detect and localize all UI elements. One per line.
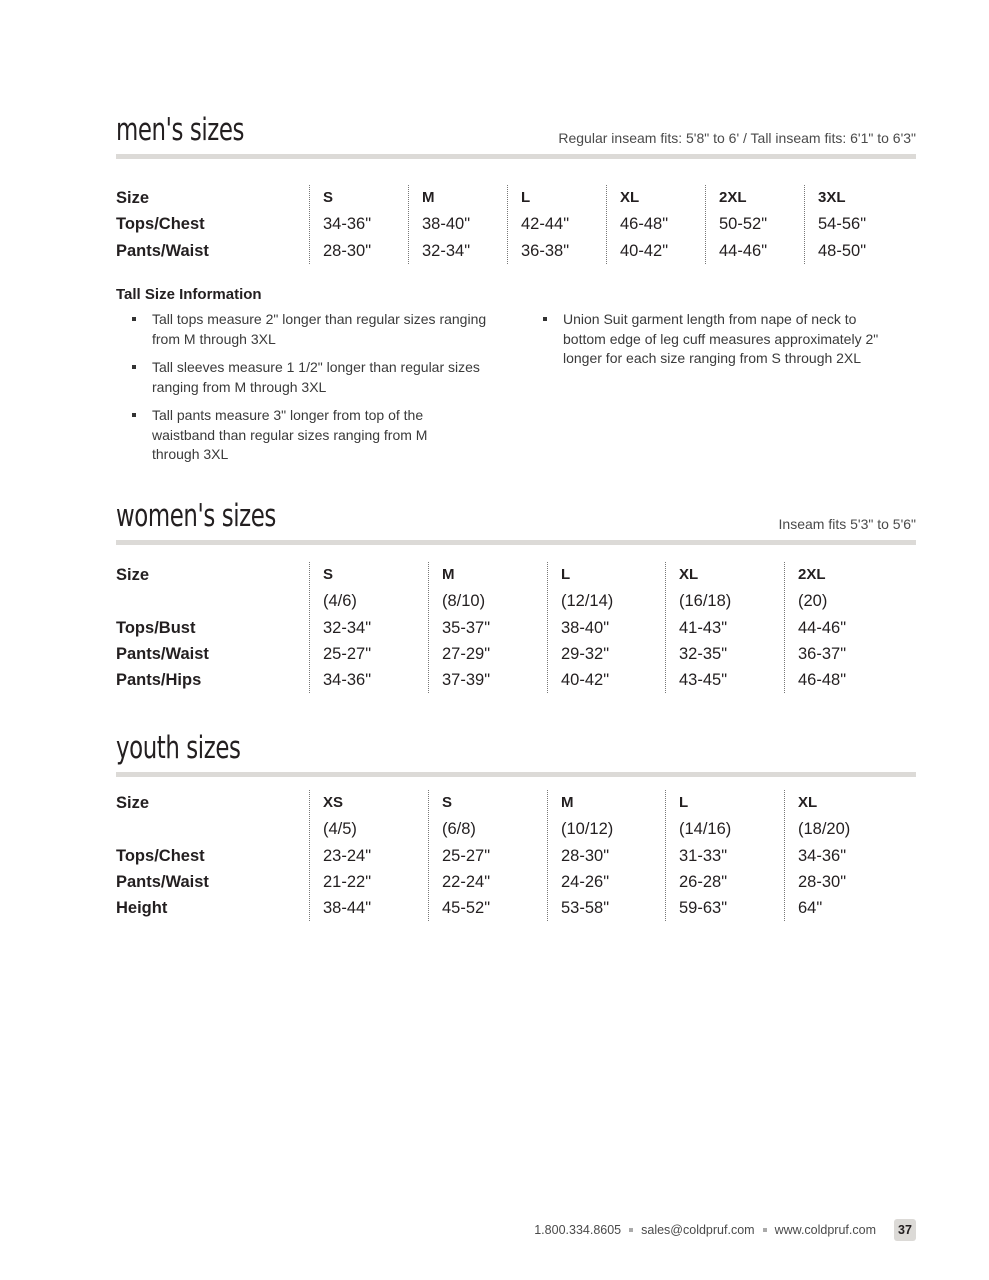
separator-square-icon xyxy=(629,1228,633,1232)
numeric-size: (10/12) xyxy=(561,820,614,839)
row-label-tops-chest: Tops/Chest xyxy=(116,215,205,234)
row-label-height: Height xyxy=(116,899,168,918)
womens-size-table xyxy=(116,562,916,694)
mens-sizes-title: men's sizes xyxy=(116,112,245,148)
waist-value: 32-35" xyxy=(679,644,728,663)
row-label-size: Size xyxy=(116,189,150,207)
size-header: XL xyxy=(798,794,818,811)
section-divider xyxy=(116,540,916,545)
row-label-tops-chest: Tops/Chest xyxy=(116,846,205,865)
height-value: 45-52" xyxy=(442,899,491,918)
waist-value: 27-29" xyxy=(442,644,491,663)
waist-value: 44-46" xyxy=(719,241,768,260)
chest-value: 34-36" xyxy=(323,215,372,234)
size-header: M xyxy=(442,566,455,583)
mens-col-2xl xyxy=(705,185,767,264)
womens-col-xl xyxy=(665,562,731,693)
row-label-size: Size xyxy=(116,566,150,584)
youth-col-xl xyxy=(784,790,850,921)
hips-value: 34-36" xyxy=(323,671,372,690)
chest-value: 25-27" xyxy=(442,846,491,865)
footer-phone[interactable]: 1.800.334.8605 xyxy=(534,1223,622,1237)
numeric-size: (20) xyxy=(798,592,828,611)
youth-col-m xyxy=(547,790,613,921)
hips-value: 46-48" xyxy=(798,671,847,690)
bullet-square-icon xyxy=(132,413,136,417)
youth-col-s xyxy=(428,790,490,921)
row-label-pants-hips: Pants/Hips xyxy=(116,671,202,690)
size-header: L xyxy=(521,189,531,206)
size-header: S xyxy=(442,794,453,811)
size-header: XS xyxy=(323,794,344,811)
numeric-size: (6/8) xyxy=(442,820,476,839)
size-header: S xyxy=(323,566,334,583)
youth-sizes-section xyxy=(116,728,916,922)
numeric-size: (14/16) xyxy=(679,820,732,839)
bullet-square-icon xyxy=(132,365,136,369)
chest-value: 46-48" xyxy=(620,215,669,234)
youth-col-l xyxy=(665,790,731,921)
tall-bullet xyxy=(130,406,472,465)
numeric-size: (18/20) xyxy=(798,820,851,839)
womens-col-2xl xyxy=(784,562,846,693)
page-footer xyxy=(534,1217,916,1243)
mens-row-labels xyxy=(116,185,209,264)
bullet-square-icon xyxy=(543,317,547,321)
waist-value: 26-28" xyxy=(679,872,728,891)
mens-sizes-section xyxy=(116,110,916,265)
mens-col-m xyxy=(408,185,470,264)
waist-value: 36-37" xyxy=(798,644,847,663)
size-header: 2XL xyxy=(719,189,747,206)
waist-value: 24-26" xyxy=(561,872,610,891)
row-label-pants-waist: Pants/Waist xyxy=(116,872,209,891)
size-header: XL xyxy=(620,189,640,206)
tall-size-title: Tall Size Information xyxy=(116,286,262,303)
waist-value: 29-32" xyxy=(561,644,610,663)
womens-sizes-header xyxy=(116,496,916,540)
row-label-tops-bust: Tops/Bust xyxy=(116,618,196,637)
row-label-size: Size xyxy=(116,794,150,812)
bust-value: 32-34" xyxy=(323,618,372,637)
womens-col-s xyxy=(309,562,371,693)
chest-value: 31-33" xyxy=(679,846,728,865)
height-value: 59-63" xyxy=(679,899,728,918)
numeric-size: (4/5) xyxy=(323,820,357,839)
bust-value: 35-37" xyxy=(442,618,491,637)
youth-size-table xyxy=(116,790,916,922)
chest-value: 50-52" xyxy=(719,215,768,234)
mens-inseam-note: Regular inseam fits: 5'8" to 6' / Tall inseam fits: 6'1" to 6'3" xyxy=(558,130,916,146)
mens-sizes-header xyxy=(116,110,916,154)
numeric-size: (12/14) xyxy=(561,592,614,611)
section-divider xyxy=(116,772,916,777)
womens-row-labels xyxy=(116,562,209,693)
tall-size-information xyxy=(116,286,916,462)
womens-sizes-section xyxy=(116,496,916,694)
section-divider xyxy=(116,154,916,159)
height-value: 64" xyxy=(798,899,823,918)
tall-bullet xyxy=(130,310,490,349)
waist-value: 32-34" xyxy=(422,241,471,260)
mens-col-3xl xyxy=(804,185,866,264)
chest-value: 38-40" xyxy=(422,215,471,234)
bullet-text: Tall sleeves measure 1 1/2" longer than regular sizes ranging from M through 3XL xyxy=(152,359,480,395)
womens-sizes-title: women's sizes xyxy=(116,498,276,534)
height-value: 53-58" xyxy=(561,899,610,918)
womens-col-m xyxy=(428,562,490,693)
bullet-text: Union Suit garment length from nape of neck to bottom edge of leg cuff measures approximately 2" longer for each size ranging from S through 2XL xyxy=(563,311,879,366)
mens-col-l xyxy=(507,185,569,264)
chest-value: 28-30" xyxy=(561,846,610,865)
womens-col-l xyxy=(547,562,613,693)
waist-value: 28-30" xyxy=(323,241,372,260)
mens-col-s xyxy=(309,185,371,264)
waist-value: 25-27" xyxy=(323,644,372,663)
numeric-size: (16/18) xyxy=(679,592,732,611)
size-header: XL xyxy=(679,566,699,583)
hips-value: 43-45" xyxy=(679,671,728,690)
youth-row-labels xyxy=(116,790,209,921)
youth-sizes-header xyxy=(116,728,916,772)
size-header: 2XL xyxy=(798,566,826,583)
size-header: S xyxy=(323,189,334,206)
mens-col-xl xyxy=(606,185,668,264)
size-header: L xyxy=(679,794,689,811)
height-value: 38-44" xyxy=(323,899,372,918)
row-label-pants-waist: Pants/Waist xyxy=(116,644,209,663)
bullet-square-icon xyxy=(132,317,136,321)
separator-square-icon xyxy=(763,1228,767,1232)
mens-size-table xyxy=(116,185,916,265)
size-header: L xyxy=(561,566,571,583)
chest-value: 54-56" xyxy=(818,215,867,234)
hips-value: 37-39" xyxy=(442,671,491,690)
footer-email[interactable]: sales@coldpruf.com xyxy=(641,1223,755,1237)
size-header: M xyxy=(422,189,435,206)
size-header: 3XL xyxy=(818,189,846,206)
tall-bullet xyxy=(130,358,490,397)
bust-value: 38-40" xyxy=(561,618,610,637)
waist-value: 21-22" xyxy=(323,872,372,891)
youth-col-xs xyxy=(309,790,371,921)
bust-value: 44-46" xyxy=(798,618,847,637)
tall-bullets-left xyxy=(130,310,490,474)
youth-sizes-title: youth sizes xyxy=(116,730,241,766)
bullet-text: Tall tops measure 2" longer than regular sizes ranging from M through 3XL xyxy=(152,311,487,347)
tall-bullets-right xyxy=(541,310,901,378)
numeric-size: (4/6) xyxy=(323,592,357,611)
bust-value: 41-43" xyxy=(679,618,728,637)
row-label-numeric xyxy=(116,816,209,842)
waist-value: 40-42" xyxy=(620,241,669,260)
size-header: M xyxy=(561,794,574,811)
row-label-pants-waist: Pants/Waist xyxy=(116,241,209,260)
waist-value: 48-50" xyxy=(818,241,867,260)
waist-value: 28-30" xyxy=(798,872,847,891)
page-number: 37 xyxy=(894,1219,916,1241)
hips-value: 40-42" xyxy=(561,671,610,690)
tall-bullet xyxy=(541,310,901,369)
womens-inseam-note: Inseam fits 5'3" to 5'6" xyxy=(778,516,916,532)
bullet-text: Tall pants measure 3" longer from top of the waistband than regular sizes ranging from M through 3XL xyxy=(152,407,428,462)
numeric-size: (8/10) xyxy=(442,592,486,611)
waist-value: 22-24" xyxy=(442,872,491,891)
chest-value: 42-44" xyxy=(521,215,570,234)
waist-value: 36-38" xyxy=(521,241,570,260)
footer-website[interactable]: www.coldpruf.com xyxy=(774,1223,876,1237)
row-label-numeric xyxy=(116,588,209,614)
chest-value: 34-36" xyxy=(798,846,847,865)
chest-value: 23-24" xyxy=(323,846,372,865)
